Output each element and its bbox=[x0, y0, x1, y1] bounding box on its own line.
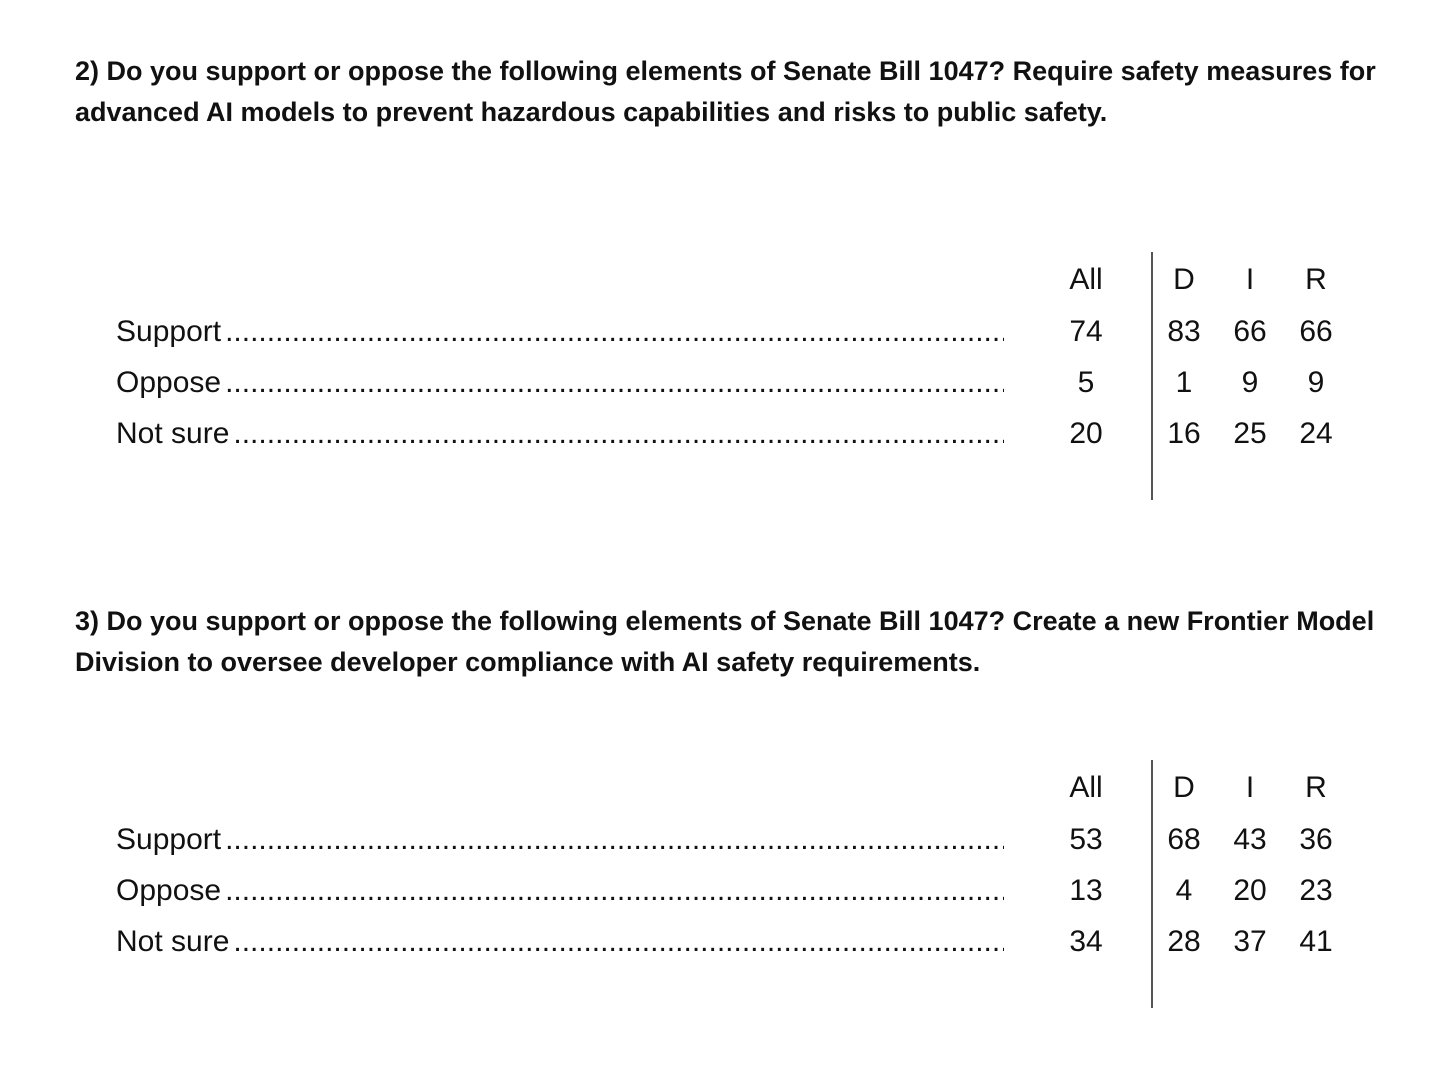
cell-d: 4 bbox=[1175, 874, 1193, 907]
cell-all: 74 bbox=[1069, 315, 1103, 348]
dot-leader bbox=[233, 924, 1004, 960]
question-3-results-table bbox=[0, 760, 1456, 1010]
question-3-heading: 3) Do you support or oppose the following elements of Senate Bill 1047? Create a new Frontier Model Division to oversee developer compliance with AI safety requirements. bbox=[75, 606, 1375, 677]
cell-i: 43 bbox=[1233, 823, 1267, 856]
row-label-not-sure bbox=[116, 416, 1004, 452]
cell-d: 68 bbox=[1167, 823, 1201, 856]
dot-leader bbox=[225, 314, 1004, 350]
cell-d: 16 bbox=[1167, 417, 1201, 450]
cell-i: 9 bbox=[1241, 366, 1259, 399]
cell-r: 41 bbox=[1299, 925, 1333, 958]
cell-i: 66 bbox=[1233, 315, 1267, 348]
question-2-heading: 2) Do you support or oppose the following elements of Senate Bill 1047? Require safety measures for advanced AI models to prevent hazardous capabilities and risks to public safety. bbox=[75, 56, 1376, 127]
column-divider bbox=[1151, 252, 1153, 500]
cell-all: 5 bbox=[1077, 366, 1095, 399]
dot-leader bbox=[225, 873, 1004, 909]
cell-r: 66 bbox=[1299, 315, 1333, 348]
row-label-text: Support bbox=[116, 315, 222, 348]
cell-all: 13 bbox=[1069, 874, 1103, 907]
column-header-d: D bbox=[1173, 263, 1195, 296]
cell-r: 36 bbox=[1299, 823, 1333, 856]
cell-all: 34 bbox=[1069, 925, 1103, 958]
cell-i: 25 bbox=[1233, 417, 1267, 450]
row-label-text: Support bbox=[116, 823, 222, 856]
cell-all: 20 bbox=[1069, 417, 1103, 450]
cell-r: 9 bbox=[1307, 366, 1325, 399]
column-header-i: I bbox=[1245, 771, 1255, 804]
column-header-all: All bbox=[1069, 263, 1103, 296]
cell-r: 23 bbox=[1299, 874, 1333, 907]
cell-all: 53 bbox=[1069, 823, 1103, 856]
cell-r: 24 bbox=[1299, 417, 1333, 450]
row-label-text: Oppose bbox=[116, 366, 222, 399]
row-label-oppose bbox=[116, 365, 1004, 401]
cell-d: 28 bbox=[1167, 925, 1201, 958]
dot-leader bbox=[225, 822, 1004, 858]
cell-d: 83 bbox=[1167, 315, 1201, 348]
row-label-text: Not sure bbox=[116, 925, 230, 958]
dot-leader bbox=[225, 365, 1004, 401]
row-label-oppose bbox=[116, 873, 1004, 909]
column-divider bbox=[1151, 760, 1153, 1008]
column-header-i: I bbox=[1245, 263, 1255, 296]
row-label-text: Oppose bbox=[116, 874, 222, 907]
row-label-support bbox=[116, 314, 1004, 350]
cell-i: 37 bbox=[1233, 925, 1267, 958]
question-2-results-table bbox=[0, 252, 1456, 502]
column-header-d: D bbox=[1173, 771, 1195, 804]
dot-leader bbox=[233, 416, 1004, 452]
cell-i: 20 bbox=[1233, 874, 1267, 907]
cell-d: 1 bbox=[1175, 366, 1193, 399]
column-header-r: R bbox=[1305, 263, 1327, 296]
row-label-not-sure bbox=[116, 924, 1004, 960]
row-label-support bbox=[116, 822, 1004, 858]
row-label-text: Not sure bbox=[116, 417, 230, 450]
column-header-r: R bbox=[1305, 771, 1327, 804]
column-header-all: All bbox=[1069, 771, 1103, 804]
